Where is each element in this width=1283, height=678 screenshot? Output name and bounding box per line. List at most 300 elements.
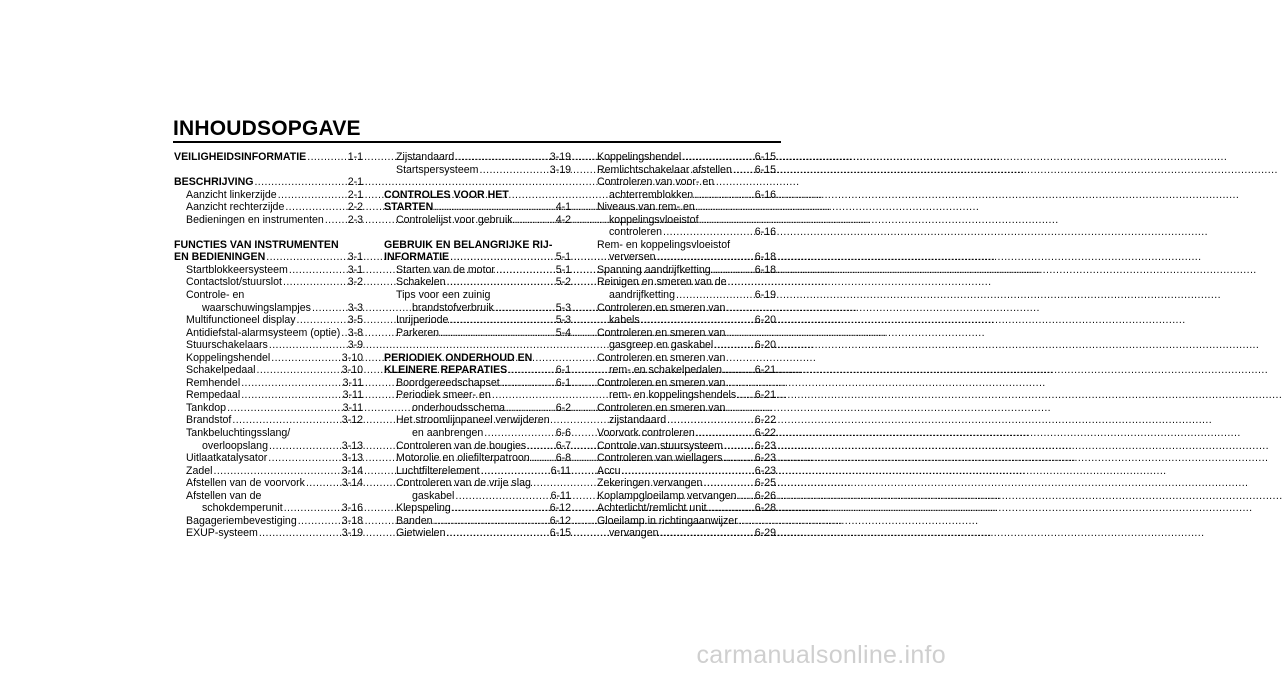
toc-page-number: 6-26 <box>754 489 776 502</box>
toc-entry-title: Controleren van voor- en <box>597 176 715 189</box>
toc-leader-dots <box>227 402 342 415</box>
toc-page-number: 6-7 <box>555 439 571 452</box>
toc-entry <box>597 364 776 377</box>
toc-leader-dots <box>241 389 341 402</box>
toc-leader-dots <box>306 477 341 490</box>
toc-leader-dots <box>737 389 754 402</box>
toc-entry <box>597 264 776 277</box>
toc-entry-title: Voorvork controleren <box>597 427 695 440</box>
toc-leader-dots <box>495 302 555 315</box>
toc-entry-title: FUNCTIES VAN INSTRUMENTEN <box>174 238 339 251</box>
toc-page-number: 3-12 <box>341 414 363 427</box>
toc-entry-title: Brandstof <box>186 414 232 427</box>
toc-leader-dots <box>703 477 753 490</box>
toc-entry <box>597 440 776 453</box>
toc-entry-title: Schakelpedaal <box>186 364 256 377</box>
toc-leader-dots <box>723 364 754 377</box>
toc-entry <box>174 214 363 227</box>
toc-spacer <box>384 339 571 352</box>
toc-entry-title: Klepspeling <box>396 502 451 515</box>
toc-leader-dots <box>682 151 754 164</box>
toc-entry <box>597 214 776 227</box>
toc-entry <box>597 151 776 164</box>
toc-page-number: 6-1 <box>555 376 571 389</box>
toc-leader-dots <box>659 527 753 540</box>
toc-entry <box>597 276 776 289</box>
toc-entry-title: Tankdop <box>186 401 227 414</box>
toc-page-number: 6-15 <box>754 151 776 163</box>
toc-page-number: 3-10 <box>341 351 363 364</box>
toc-entry-title: Stuurschakelaars <box>186 339 268 352</box>
toc-entry <box>384 151 571 164</box>
toc-entry-title: KLEINERE REPARATIES <box>384 364 508 377</box>
toc-page-number: 5-1 <box>555 263 571 276</box>
watermark-text: carmanualsonline.info <box>696 641 946 669</box>
toc-page-number: 6-28 <box>754 502 776 515</box>
toc-entry <box>597 164 776 177</box>
toc-entry-title: Zadel <box>186 464 213 477</box>
toc-page-number: 6-15 <box>754 163 776 176</box>
toc-page-number: 4-1 <box>555 201 571 214</box>
toc-spacer <box>384 176 571 189</box>
toc-entry <box>597 515 776 528</box>
toc-page-number: 3-11 <box>342 376 363 389</box>
toc-entry-title: Afstellen van de <box>186 489 262 502</box>
toc-section-heading <box>384 251 571 264</box>
toc-leader-dots <box>527 440 555 453</box>
toc-entry-title: Controle- en <box>186 289 245 302</box>
toc-entry-title: Controlelijst voor gebruik <box>396 213 513 226</box>
toc-entry <box>597 226 776 239</box>
toc-page-number: 3-3 <box>347 301 363 314</box>
toc-entry <box>597 352 776 365</box>
toc-leader-dots <box>676 289 754 302</box>
toc-entry <box>384 264 571 277</box>
toc-page-number: 6-25 <box>754 477 776 490</box>
toc-page-number: 6-23 <box>754 452 776 465</box>
toc-entry-title: Startblokkeersysteem <box>186 263 288 276</box>
toc-entry <box>174 289 363 302</box>
toc-leader-dots <box>712 264 754 277</box>
toc-leader-dots <box>232 414 340 427</box>
toc-leader-dots <box>708 502 754 515</box>
toc-entry-title: Periodiek smeer- en <box>396 389 491 402</box>
toc-entry <box>384 327 571 340</box>
toc-entry <box>174 377 363 390</box>
toc-entry <box>384 414 571 427</box>
toc-leader-dots <box>269 339 347 352</box>
toc-page-number: 1-1 <box>347 151 363 163</box>
toc-entry-title: Koppelingshendel <box>186 351 271 364</box>
toc-entry <box>384 214 571 227</box>
toc-leader-dots <box>622 465 754 478</box>
toc-entry-title: controleren <box>609 226 662 239</box>
toc-leader-dots <box>446 276 554 289</box>
toc-entry-title: Multifunctioneel display <box>186 314 296 327</box>
toc-section-heading <box>384 352 571 365</box>
toc-entry-title: Controleren en smeren van <box>597 376 726 389</box>
toc-entry-title: Zekeringen vervangen <box>597 477 703 490</box>
toc-page-number: 6-19 <box>754 289 776 302</box>
toc-entry-title: aandrijfketting <box>609 289 675 302</box>
toc-leader-dots <box>514 214 555 227</box>
toc-entry <box>174 389 363 402</box>
toc-entry <box>597 502 776 515</box>
toc-entry-title: Luchtfilterelement <box>396 464 480 477</box>
toc-leader-dots <box>508 364 554 377</box>
toc-leader-dots <box>481 465 550 478</box>
toc-entry-title: Remlichtschakelaar afstellen <box>597 163 732 176</box>
toc-page-number: 6-18 <box>754 251 776 264</box>
toc-leader-dots <box>484 427 554 440</box>
toc-section-heading <box>174 251 363 264</box>
toc-entry-title: Niveaus van rem- en <box>597 201 695 214</box>
toc-entry-title: Gloeilamp in richtingaanwijzer <box>597 514 738 527</box>
toc-page-number: 3-19 <box>549 151 571 163</box>
toc-entry-title: Controleren van de vrije slag <box>396 477 531 490</box>
toc-entry-title: GEBRUIK EN BELANGRIJKE RIJ- <box>384 238 553 251</box>
toc-page-number: 6-11 <box>550 464 571 477</box>
toc-leader-dots <box>663 226 754 239</box>
toc-page-number: 6-1 <box>555 364 571 377</box>
toc-entry <box>597 427 776 440</box>
toc-entry <box>597 327 776 340</box>
toc-entry-title: Achterlicht/remlicht unit <box>597 502 707 515</box>
toc-leader-dots <box>531 452 555 465</box>
toc-column-1 <box>174 151 363 540</box>
toc-column-2 <box>384 151 571 540</box>
toc-entry <box>174 302 363 315</box>
toc-entry <box>597 302 776 315</box>
toc-entry <box>597 201 776 214</box>
toc-entry-title: Aanzicht linkerzijde <box>186 188 277 201</box>
toc-page-number: 6-16 <box>754 226 776 239</box>
toc-entry-title: EN BEDIENINGEN <box>174 251 266 264</box>
toc-leader-dots <box>641 314 754 327</box>
toc-entry <box>174 527 363 540</box>
toc-entry-title: overloopslang <box>202 439 268 452</box>
toc-leader-dots <box>501 377 555 390</box>
toc-page-number: 3-13 <box>341 452 363 465</box>
toc-entry <box>384 440 571 453</box>
toc-entry <box>174 440 363 453</box>
toc-entry-title: Rempedaal <box>186 389 241 402</box>
toc-leader-dots <box>325 214 347 227</box>
toc-entry <box>597 339 776 352</box>
toc-entry <box>384 515 571 528</box>
toc-entry-title: Boordgereedschapset <box>396 376 500 389</box>
toc-entry-title: Accu <box>597 464 621 477</box>
toc-entry-title: Remhendel <box>186 376 241 389</box>
toc-entry <box>597 465 776 478</box>
toc-leader-dots <box>455 151 549 164</box>
toc-entry-title: Rem- en koppelingsvloeistof <box>597 238 731 251</box>
toc-page-number: 3-1 <box>347 263 363 276</box>
toc-entry-title: PERIODIEK ONDERHOUD EN <box>384 351 533 364</box>
toc-page-number: 3-19 <box>341 527 363 540</box>
toc-leader-dots <box>289 264 347 277</box>
toc-page-number: 3-10 <box>341 364 363 377</box>
toc-leader-dots <box>283 276 347 289</box>
toc-entry-title: Banden <box>396 514 433 527</box>
toc-entry-title: Controleren en smeren van <box>597 401 726 414</box>
toc-entry-title: Motorolie en oliefilterpatroon <box>396 452 530 465</box>
toc-spacer <box>174 226 363 239</box>
toc-leader-dots <box>307 151 346 164</box>
toc-entry <box>597 176 776 189</box>
toc-column-3 <box>597 151 776 540</box>
toc-page-number: 4-2 <box>555 213 571 226</box>
toc-entry <box>384 302 571 315</box>
toc-entry <box>597 452 776 465</box>
toc-page-number: 3-18 <box>341 514 363 527</box>
toc-entry-title: en aanbrengen <box>412 427 484 440</box>
toc-entry-title: onderhoudsschema <box>412 401 506 414</box>
toc-entry-title: rem- en koppelingshendels <box>609 389 737 402</box>
toc-page-number: 3-9 <box>347 339 363 352</box>
toc-entry <box>384 427 571 440</box>
toc-leader-dots <box>259 527 341 540</box>
toc-entry-title: waarschuwingslampjes <box>202 301 311 314</box>
toc-section-heading <box>384 364 571 377</box>
toc-entry-title: schokdemperunit <box>202 502 283 515</box>
toc-entry-title: Controleren en smeren van <box>597 301 726 314</box>
toc-entry <box>597 490 776 503</box>
toc-page-number: 2-3 <box>347 213 363 226</box>
toc-entry-title: STARTEN <box>384 201 434 214</box>
toc-entry <box>174 465 363 478</box>
toc-entry <box>384 490 571 503</box>
toc-entry <box>384 389 571 402</box>
toc-entry <box>174 427 363 440</box>
toc-entry-title: Controleren van wiellagers <box>597 452 723 465</box>
toc-leader-dots <box>694 189 754 202</box>
toc-entry-title: Spanning aandrijfketting <box>597 263 711 276</box>
toc-leader-dots <box>312 302 347 315</box>
toc-leader-dots <box>268 452 341 465</box>
toc-leader-dots <box>452 502 549 515</box>
toc-leader-dots <box>254 176 346 189</box>
toc-leader-dots <box>696 427 754 440</box>
toc-entry <box>597 402 776 415</box>
toc-section-heading <box>384 189 571 202</box>
toc-entry-title: Aanzicht rechterzijde <box>186 201 285 214</box>
toc-entry-title: Gietwielen <box>396 527 446 540</box>
toc-entry <box>384 502 571 515</box>
toc-page-number: 6-11 <box>550 489 571 502</box>
toc-entry <box>174 490 363 503</box>
toc-entry-title: verversen <box>609 251 656 264</box>
toc-leader-dots <box>284 502 341 515</box>
toc-page-number: 3-5 <box>347 314 363 327</box>
toc-page-number: 3-14 <box>341 477 363 490</box>
toc-section-heading <box>174 176 363 189</box>
toc-page-number: 6-21 <box>754 364 776 377</box>
toc-entry-title: gaskabel <box>412 489 455 502</box>
toc-leader-dots <box>667 414 754 427</box>
toc-entry <box>174 264 363 277</box>
toc-leader-dots <box>434 201 554 214</box>
toc-leader-dots <box>269 440 341 453</box>
toc-leader-dots <box>440 327 555 340</box>
toc-entry-title: kabels <box>609 314 640 327</box>
toc-entry-title: Schakelen <box>396 276 446 289</box>
toc-entry <box>384 465 571 478</box>
toc-entry-title: VEILIGHEIDSINFORMATIE <box>174 151 307 163</box>
toc-entry-title: Uitlaatkatalysator <box>186 452 268 465</box>
toc-entry <box>384 276 571 289</box>
toc-entry <box>174 502 363 515</box>
toc-leader-dots <box>496 264 555 277</box>
toc-entry-title: Contactslot/stuurslot <box>186 276 282 289</box>
toc-page-number: 3-8 <box>347 326 363 339</box>
toc-entry-title: Controle van stuursysteem <box>597 439 724 452</box>
toc-entry-title: Controleren en smeren van <box>597 351 726 364</box>
toc-page-number: 6-20 <box>754 339 776 352</box>
toc-entry <box>597 289 776 302</box>
toc-entry <box>174 201 363 214</box>
toc-leader-dots <box>455 490 549 503</box>
toc-page-number: 3-16 <box>341 502 363 515</box>
toc-page-number: 6-8 <box>555 452 571 465</box>
toc-page-number: 6-21 <box>754 389 776 402</box>
toc-page-number: 3-13 <box>341 439 363 452</box>
toc-page-number: 6-15 <box>549 527 571 540</box>
toc-spacer <box>384 226 571 239</box>
toc-page-number: 5-4 <box>555 326 571 339</box>
toc-spacer <box>174 164 363 177</box>
toc-entry-title: Afstellen van de voorvork <box>186 477 305 490</box>
toc-entry <box>597 239 776 252</box>
toc-leader-dots <box>278 189 347 202</box>
toc-leader-dots <box>434 515 549 528</box>
toc-entry-title: Koplampgloeilamp vervangen <box>597 489 737 502</box>
toc-page-number: 6-12 <box>549 502 571 515</box>
toc-entry-title: Bedieningen en instrumenten <box>186 213 324 226</box>
toc-page-number: 6-6 <box>555 427 571 440</box>
toc-entry <box>384 527 571 540</box>
toc-entry-title: rem- en schakelpedalen <box>609 364 723 377</box>
toc-page-number: 2-1 <box>347 188 363 201</box>
toc-page-number: 6-23 <box>754 464 776 477</box>
toc-page-number: 3-1 <box>347 251 363 264</box>
toc-page-number: 5-1 <box>555 251 571 264</box>
toc-entry-title: Antidiefstal-alarmsysteem (optie) <box>186 326 341 339</box>
toc-section-heading <box>174 239 363 252</box>
toc-leader-dots <box>724 440 754 453</box>
toc-page-number: 5-2 <box>555 276 571 289</box>
toc-leader-dots <box>214 465 341 478</box>
toc-leader-dots <box>298 515 341 528</box>
toc-leader-dots <box>714 339 754 352</box>
toc-entry-title: BESCHRIJVING <box>174 176 254 189</box>
toc-leader-dots <box>285 201 346 214</box>
toc-entry-title: Reinigen en smeren van de <box>597 276 727 289</box>
toc-entry-title: CONTROLES VOOR HET <box>384 188 509 201</box>
toc-entry <box>174 352 363 365</box>
toc-entry <box>174 364 363 377</box>
toc-leader-dots <box>506 402 555 415</box>
toc-page-number: 6-12 <box>549 514 571 527</box>
toc-entry <box>597 189 776 202</box>
title-rule <box>173 141 781 143</box>
toc-entry-title: Controleren van de bougies <box>396 439 527 452</box>
toc-entry <box>174 402 363 415</box>
toc-entry-title: Koppelingshendel <box>597 151 682 163</box>
toc-entry-title: brandstofverbruik <box>412 301 494 314</box>
toc-leader-dots <box>241 377 341 390</box>
toc-entry-title: Starten van de motor <box>396 263 495 276</box>
toc-entry-title: achterremblokken <box>609 188 694 201</box>
toc-entry <box>174 189 363 202</box>
toc-leader-dots <box>733 164 754 177</box>
toc-leader-dots <box>446 527 548 540</box>
toc-page-number: 3-19 <box>549 163 571 176</box>
toc-page-number: 6-22 <box>754 427 776 440</box>
toc-section-heading <box>384 201 571 214</box>
toc-entry <box>174 452 363 465</box>
toc-entry-title: EXUP-systeem <box>186 527 258 540</box>
toc-entry <box>174 327 363 340</box>
toc-entry <box>174 515 363 528</box>
toc-entry-title: Controleren en smeren van <box>597 326 726 339</box>
toc-section-heading <box>384 239 571 252</box>
toc-leader-dots <box>297 314 347 327</box>
toc-entry <box>174 276 363 289</box>
toc-page-number: 6-20 <box>754 314 776 327</box>
toc-entry <box>384 289 571 302</box>
toc-entry <box>597 389 776 402</box>
toc-entry-title: Tankbeluchtingsslang/ <box>186 427 291 440</box>
toc-page-number: 3-11 <box>342 389 363 402</box>
toc-page-number: 2-2 <box>347 201 363 214</box>
toc-page-number: 6-18 <box>754 263 776 276</box>
toc-page-number: 6-2 <box>555 401 571 414</box>
toc-section-heading <box>174 151 363 164</box>
toc-entry-title: Het stroomlijnpaneel verwijderen <box>396 414 550 427</box>
toc-entry <box>384 164 571 177</box>
toc-entry-title: Startspersysteem <box>396 163 479 176</box>
toc-page-number: 5-3 <box>555 314 571 327</box>
toc-entry <box>597 251 776 264</box>
toc-entry <box>597 314 776 327</box>
toc-page-number: 6-16 <box>754 188 776 201</box>
toc-entry-title: Zijstandaard <box>396 151 455 163</box>
toc-entry <box>597 377 776 390</box>
toc-entry <box>174 339 363 352</box>
toc-entry <box>384 314 571 327</box>
toc-entry-title: gasgreep en gaskabel <box>609 339 714 352</box>
toc-page-number: 3-2 <box>347 276 363 289</box>
toc-entry <box>597 414 776 427</box>
toc-entry-title: zijstandaard <box>609 414 667 427</box>
toc-page-number: 6-23 <box>754 439 776 452</box>
toc-entry-title: Parkeren <box>396 326 439 339</box>
toc-leader-dots <box>341 327 346 340</box>
toc-page-number: 3-11 <box>342 401 363 414</box>
toc-entry <box>597 527 776 540</box>
toc-leader-dots <box>479 164 548 177</box>
toc-entry <box>384 377 571 390</box>
toc-entry <box>174 414 363 427</box>
toc-entry-title: vervangen <box>609 527 659 540</box>
toc-leader-dots <box>271 352 341 365</box>
toc-leader-dots <box>266 251 346 264</box>
toc-leader-dots <box>738 490 754 503</box>
toc-page-number: 5-3 <box>555 301 571 314</box>
toc-entry <box>174 314 363 327</box>
toc-entry-title: koppelingsvloeistof <box>609 213 699 226</box>
